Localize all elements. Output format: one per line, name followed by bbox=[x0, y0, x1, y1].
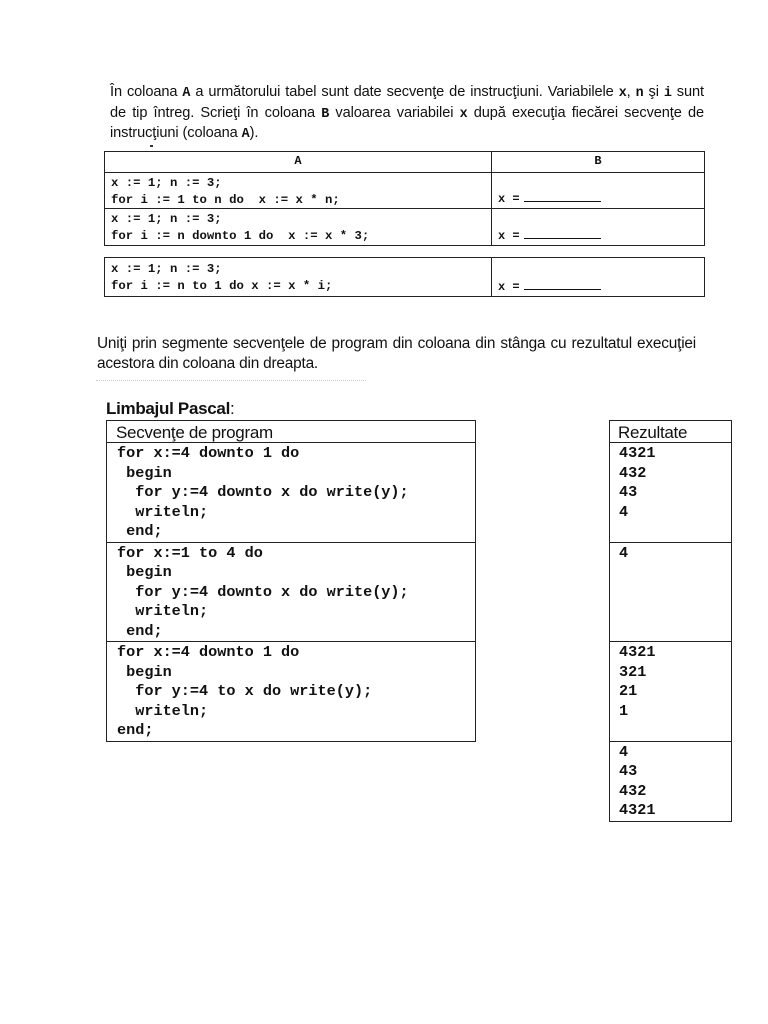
program-block[interactable] bbox=[107, 543, 475, 643]
code-line: for y:=4 downto x do write(y); bbox=[117, 582, 409, 601]
stray-mark bbox=[150, 145, 153, 147]
code-line: begin bbox=[117, 463, 172, 482]
code-line: 4321 bbox=[619, 643, 656, 661]
code-line: 4 bbox=[619, 742, 629, 761]
var-n: n bbox=[635, 86, 644, 101]
code-cell bbox=[105, 209, 492, 246]
code-line: x := 1; n := 3; bbox=[111, 262, 222, 276]
intro-text: , bbox=[626, 84, 636, 100]
result-cell[interactable] bbox=[610, 642, 731, 742]
code-line: end; bbox=[117, 522, 163, 540]
code-line: for x:=4 downto 1 do bbox=[117, 643, 300, 661]
var-b: B bbox=[321, 106, 330, 122]
code-line bbox=[619, 563, 731, 583]
code-line: for x:=1 to 4 do bbox=[117, 543, 263, 562]
code-line: 43 bbox=[619, 483, 638, 501]
code-line: x := 1; n := 3; bbox=[111, 212, 222, 226]
code-line: 4321 bbox=[619, 444, 656, 462]
code-line: writeln; bbox=[117, 602, 209, 620]
intro-text: după execuţia fiecărei secvenţe de instrucţiuni (coloana bbox=[110, 104, 704, 141]
result-cell[interactable] bbox=[610, 742, 731, 821]
result-cell[interactable] bbox=[610, 443, 731, 543]
var-a: A bbox=[241, 127, 250, 142]
code-line: for i := 1 to n do x := x * n; bbox=[111, 192, 340, 207]
code-line: end; bbox=[117, 621, 163, 640]
code-line: for y:=4 downto x do write(y); bbox=[117, 483, 409, 501]
exercise1-instruction bbox=[110, 83, 704, 145]
code-line: 4 bbox=[619, 543, 629, 562]
code-line bbox=[619, 721, 731, 741]
table-row bbox=[105, 173, 705, 209]
var-i: i bbox=[663, 86, 672, 101]
code-line: 4 bbox=[619, 502, 629, 521]
intro-text: a următorului tabel sunt date secvenţe de instrucţiuni. Variabilele bbox=[190, 84, 619, 100]
faint-dotted-line bbox=[96, 380, 366, 387]
results-column bbox=[609, 420, 732, 822]
answer-cell[interactable] bbox=[492, 209, 705, 246]
result-cell[interactable] bbox=[610, 543, 731, 643]
language-heading bbox=[106, 399, 234, 419]
answer-blank[interactable] bbox=[524, 228, 601, 239]
answer-label: x = bbox=[498, 280, 520, 294]
intro-text: sunt de tip întreg. Scrieţi în coloana bbox=[110, 84, 704, 121]
exercise1-table bbox=[104, 151, 705, 246]
program-sequences-column bbox=[106, 420, 476, 742]
code-cell bbox=[105, 173, 492, 209]
code-line: 43 bbox=[619, 762, 638, 780]
var-x: x bbox=[618, 86, 627, 101]
answer-blank[interactable] bbox=[524, 191, 601, 202]
code-line: for y:=4 to x do write(y); bbox=[117, 682, 373, 700]
intro-text: valoarea variabilei bbox=[329, 104, 460, 121]
code-line bbox=[619, 583, 731, 603]
language-label: Limbajul Pascal bbox=[106, 399, 230, 418]
code-line: writeln; bbox=[117, 701, 209, 720]
code-line: end; bbox=[117, 721, 154, 739]
intro-text: şi bbox=[643, 84, 664, 100]
answer-blank[interactable] bbox=[524, 279, 601, 290]
code-line: 432 bbox=[619, 781, 647, 800]
var-a: A bbox=[182, 86, 191, 101]
column-b-header: B bbox=[492, 152, 705, 173]
code-line: begin bbox=[117, 563, 172, 581]
intro-text: ). bbox=[249, 125, 259, 141]
exercise1-table-continued bbox=[104, 257, 705, 297]
code-line: for i := n to 1 do x := x * i; bbox=[111, 278, 333, 293]
answer-cell[interactable] bbox=[492, 258, 705, 297]
code-line bbox=[619, 602, 731, 622]
code-line bbox=[619, 522, 731, 542]
code-cell bbox=[105, 258, 492, 297]
answer-label: x = bbox=[498, 192, 520, 206]
code-line: begin bbox=[117, 662, 172, 681]
table-row bbox=[105, 258, 705, 297]
code-line: 1 bbox=[619, 701, 629, 720]
var-x: x bbox=[459, 106, 468, 122]
language-colon: : bbox=[230, 399, 235, 418]
code-line: x := 1; n := 3; bbox=[111, 176, 222, 190]
code-line: 21 bbox=[619, 682, 638, 700]
results-column-header: Rezultate bbox=[610, 421, 731, 443]
code-line: 4321 bbox=[619, 801, 656, 819]
program-block[interactable] bbox=[107, 642, 475, 741]
column-a-header: A bbox=[105, 152, 492, 173]
table-row bbox=[105, 209, 705, 246]
answer-cell[interactable] bbox=[492, 173, 705, 209]
exercise2-instruction: Uniţi prin segmente secvenţele de program din coloana din stânga cu rezultatul execuţiei acestora din coloana din dreapta. bbox=[97, 335, 696, 372]
code-line bbox=[619, 622, 731, 642]
code-line: 432 bbox=[619, 463, 647, 482]
program-block[interactable] bbox=[107, 443, 475, 543]
answer-label: x = bbox=[498, 229, 520, 243]
program-column-header: Secvenţe de program bbox=[107, 421, 475, 443]
intro-text: În coloana bbox=[110, 84, 183, 100]
code-line: for i := n downto 1 do x := x * 3; bbox=[111, 228, 370, 243]
code-line: writeln; bbox=[117, 502, 209, 521]
code-line: for x:=4 downto 1 do bbox=[117, 444, 300, 462]
code-line: 321 bbox=[619, 662, 647, 681]
